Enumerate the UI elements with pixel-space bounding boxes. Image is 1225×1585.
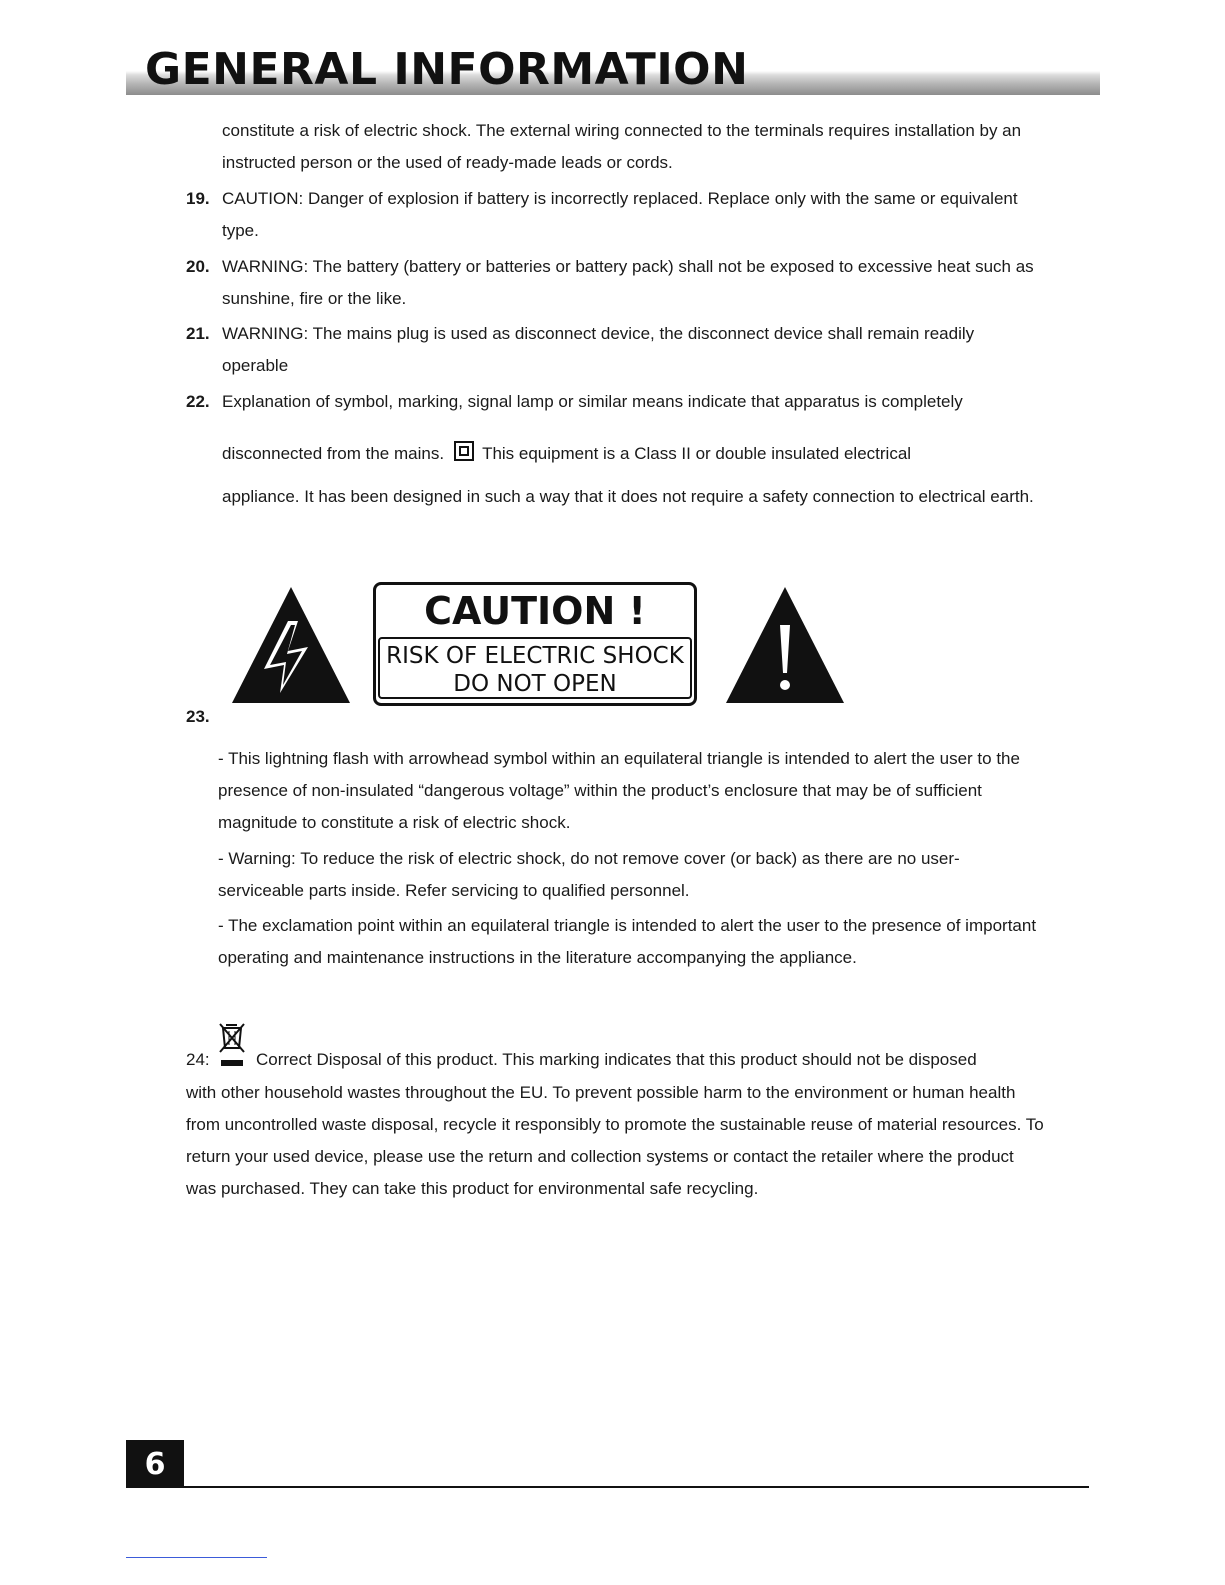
caution-line-2: DO NOT OPEN [453, 671, 617, 697]
item-23-bullet-3: - The exclamation point within an equilateral triangle is intended to alert the user to the presence of important operating and maintenance instructions in the literature accompanying the appliance. [218, 916, 1037, 967]
item-number-21: 21. [186, 324, 210, 343]
caution-inner-box [378, 637, 692, 699]
page-number: 6 [126, 1440, 184, 1488]
item-number-23: 23. [186, 707, 210, 726]
caution-label [373, 582, 697, 706]
item-23-bullet-2: - Warning: To reduce the risk of electric shock, do not remove cover (or back) as there are no user-serviceable parts inside. Refer servicing to qualified personnel. [218, 849, 960, 900]
continuation-paragraph: constitute a risk of electric shock. The external wiring connected to the terminals requires installation by an instructed person or the used of ready-made leads or cords. [222, 121, 1022, 172]
bottom-underline [126, 1557, 267, 1558]
page-title: GENERAL INFORMATION [145, 44, 749, 95]
item-22-line1: Explanation of symbol, marking, signal lamp or similar means indicate that apparatus is completely [222, 392, 963, 411]
exclamation-warning-icon [724, 585, 846, 705]
item-number-22: 22. [186, 392, 210, 411]
footer-divider [126, 1486, 1089, 1488]
item-23-bullet-1: - This lightning flash with arrowhead symbol within an equilateral triangle is intended to alert the user to the presence of non-insulated “dangerous voltage” within the product’s enclosure that may be of sufficient magnitude to constitute a risk of electric shock. [218, 749, 1020, 832]
caution-title: CAUTION ! [424, 589, 646, 633]
double-square-icon [454, 441, 474, 461]
item-19-text: CAUTION: Danger of explosion if battery is incorrectly replaced. Replace only with the same or equivalent type. [222, 189, 1018, 240]
item-21-text: WARNING: The mains plug is used as disconnect device, the disconnect device shall remain readily operable [222, 324, 975, 375]
item-24-body: with other household wastes throughout the EU. To prevent possible harm to the environment or human health from uncontrolled waste disposal, recycle it responsibly to promote the sustainable reuse of material resources. To return your used device, please use the return and collection systems or contact the retailer where the product was purchased. They can take this product for environmental safe recycling. [186, 1083, 1044, 1198]
item-number-19: 19. [186, 189, 210, 208]
item-22-line2 [222, 438, 1042, 470]
item-24-first-line: Correct Disposal of this product. This marking indicates that this product should not be disposed [256, 1050, 977, 1069]
item-number-20: 20. [186, 257, 210, 276]
caution-line-1: RISK OF ELECTRIC SHOCK [386, 643, 684, 669]
item-22-line2-after: This equipment is a Class II or double insulated electrical [482, 444, 912, 463]
item-20-text: WARNING: The battery (battery or batteries or battery pack) shall not be exposed to excessive heat such as sunshine, fire or the like. [222, 257, 1034, 308]
item-number-24: 24: [186, 1050, 210, 1069]
lightning-warning-icon [230, 585, 352, 705]
item-22-line2-before: disconnected from the mains. [222, 444, 445, 463]
item-22-line3: appliance. It has been designed in such a way that it does not require a safety connection to electrical earth. [222, 487, 1034, 506]
crossed-out-bin-icon [217, 1020, 247, 1070]
